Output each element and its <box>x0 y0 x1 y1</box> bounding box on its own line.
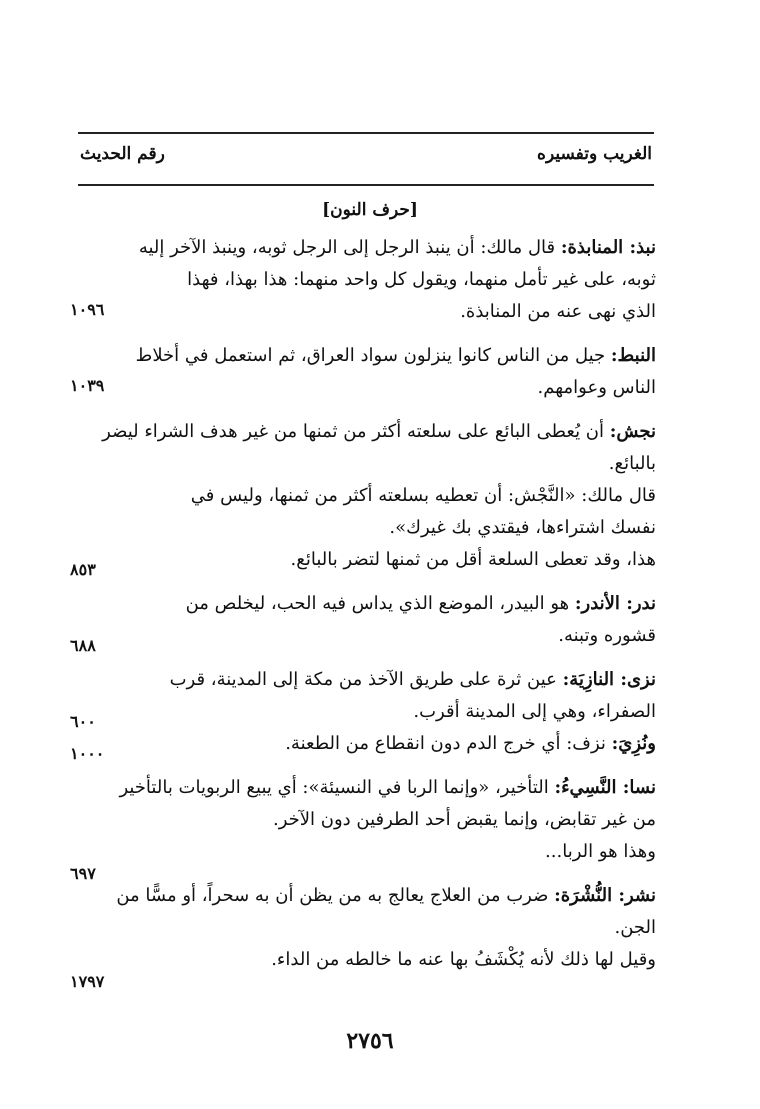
definition-text: قال مالك: أن ينبذ الرجل إلى الرجل ثوبه، وينبذ الآخر إليه <box>138 237 556 258</box>
definition-text: نزف: أي خرج الدم دون انقطاع من الطعنة. <box>285 733 606 754</box>
section-title: [حرف النون] <box>322 200 418 220</box>
definition-text: هو البيدر، الموضع الذي يداس فيه الحب، ليخلص من <box>185 593 570 614</box>
definition-text: عين ثرة على طريق الآخذ من مكة إلى المدينة، قرب <box>169 669 557 690</box>
definition-text: جيل من الناس كانوا ينزلون سواد العراق، ثم استعمل في أخلاط <box>135 345 606 366</box>
page-header <box>78 132 654 186</box>
entry-line <box>160 588 656 620</box>
hadith-number: ١٠٠٠ <box>70 744 105 763</box>
headword: ونُزِيَ: <box>611 733 656 754</box>
glossary-body <box>102 232 656 976</box>
entry-line <box>160 664 656 696</box>
hadith-number: ١٠٣٩ <box>70 376 105 395</box>
hadith-number-column-title: رقم الحديث <box>80 144 165 164</box>
entry-line: الناس وعوامهم. <box>537 377 656 398</box>
definition-text: ضرب من العلاج يعالج به من يظن أن به سحراً، أو مسًّا من <box>116 885 549 906</box>
entry-line <box>102 416 656 448</box>
headword: نزى: النازِيَة: <box>562 669 656 690</box>
headword: نبذ: المنابذة: <box>560 237 656 258</box>
entry-line <box>116 880 656 912</box>
page-number: ٢٧٥٦ <box>346 1028 394 1054</box>
hadith-number: ٦٨٨ <box>70 636 96 655</box>
entry-line <box>138 232 656 264</box>
headword: النبط: <box>610 345 656 366</box>
entry-line: ثوبه، على غير تأمل منهما، ويقول كل واحد منهما: هذا بهذا، فهذا <box>187 269 656 290</box>
hadith-number: ٦٠٠ <box>70 712 96 731</box>
entry-line <box>135 340 656 372</box>
headword: نجش: <box>609 421 656 442</box>
entry-line: وقيل لها ذلك لأنه يُكْشَفُ بها عنه ما خالطه من الداء. <box>271 949 656 970</box>
entry-line: الذي نهى عنه من المنابذة. <box>460 301 656 322</box>
running-title: الغريب وتفسيره <box>537 144 652 164</box>
hadith-number: ٦٩٧ <box>70 864 96 883</box>
headword: ندر: الأندر: <box>574 593 656 614</box>
entry-line: نفسك اشتراءها، فيقتدي بك غيرك». <box>389 517 656 538</box>
headword: نسا: النَّسِيءُ: <box>554 777 656 798</box>
entry-line: الصفراء، وهي إلى المدينة أقرب. <box>413 701 656 722</box>
entry-line: من غير تقابض، وإنما يقبض أحد الطرفين دون الآخر. <box>272 809 656 830</box>
entry-line <box>119 772 656 804</box>
entry-line <box>160 728 656 760</box>
entry-line: هذا، وقد تعطى السلعة أقل من ثمنها لتضر بالبائع. <box>290 549 656 570</box>
hadith-number: ٨٥٣ <box>70 560 96 579</box>
definition-text: أن يُعطى البائع على سلعته أكثر من ثمنها من غير هدف الشراء ليضر <box>102 421 605 442</box>
entry-line: وهذا هو الربا... <box>545 841 656 862</box>
entry-line: قشوره وتبنه. <box>558 625 656 646</box>
hadith-number: ١٧٩٧ <box>70 972 105 991</box>
headword: نشر: النُّشْرَة: <box>554 885 656 906</box>
definition-text: التأخير، «وإنما الربا في النسيئة»: أي يبيع الربويات بالتأخير <box>119 777 549 798</box>
hadith-number: ١٠٩٦ <box>70 300 105 319</box>
entry-line: قال مالك: «النَّجْش: أن تعطيه بسلعته أكثر من ثمنها، وليس في <box>190 485 656 506</box>
entry-line: بالبائع. <box>608 453 656 474</box>
entry-line: الجن. <box>614 917 656 938</box>
